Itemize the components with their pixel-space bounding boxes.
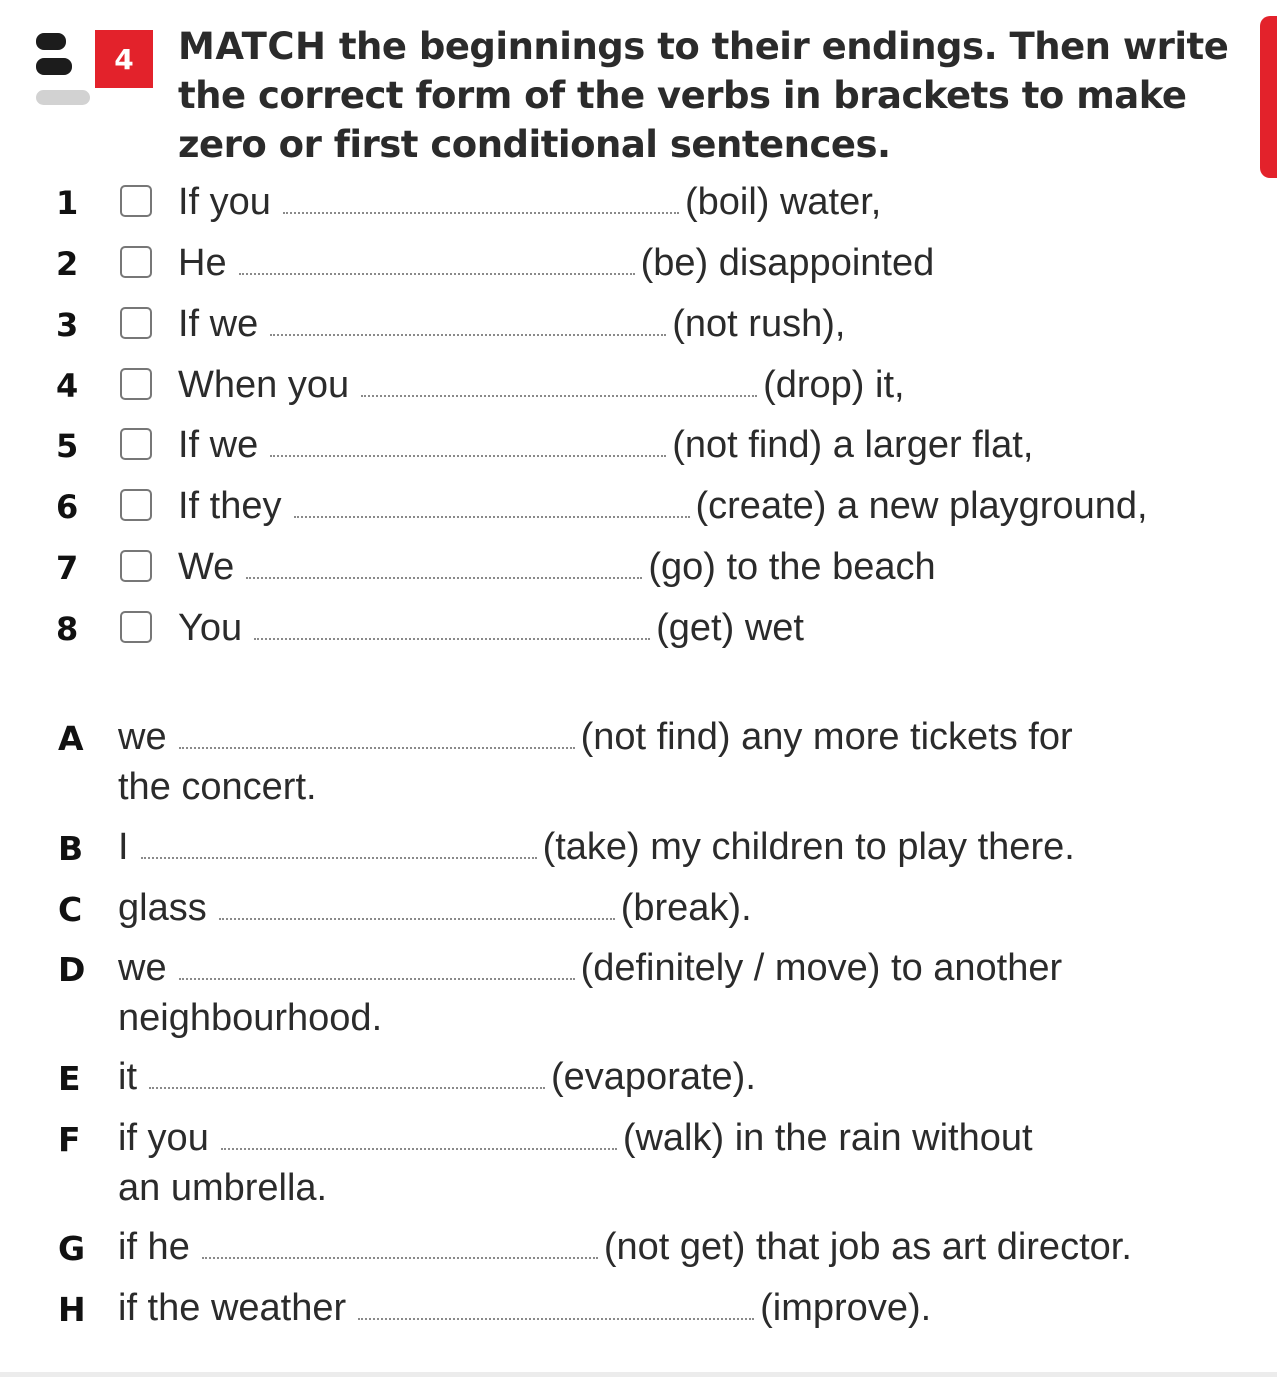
beginning-text: You: [178, 607, 243, 649]
answer-checkbox[interactable]: [120, 368, 152, 400]
ending-text: if you: [118, 1117, 209, 1159]
instruction-keyword: MATCH: [178, 25, 327, 68]
item-letter: E: [58, 1059, 81, 1098]
beginning-text: He: [178, 242, 227, 284]
answer-blank[interactable]: [270, 304, 666, 336]
verb-prompt: (drop) it,: [763, 364, 905, 406]
ending-text: glass: [118, 887, 207, 929]
beginning-text: We: [178, 546, 235, 588]
answer-blank[interactable]: [361, 365, 757, 397]
answer-checkbox[interactable]: [120, 428, 152, 460]
ending-text: we: [118, 716, 167, 758]
item-number: 6: [56, 488, 79, 526]
item-number: 8: [56, 610, 79, 648]
item-number: 3: [56, 306, 79, 344]
verb-prompt: (boil) water,: [684, 181, 882, 223]
beginning-text: If we: [178, 424, 259, 466]
beginning-item: [0, 545, 1277, 597]
beginning-item: [0, 363, 1277, 415]
verb-prompt: (evaporate).: [551, 1056, 756, 1098]
item-letter: C: [58, 890, 83, 929]
beginning-item: [0, 423, 1277, 475]
answer-checkbox[interactable]: [120, 307, 152, 339]
ending-item: [0, 1286, 1277, 1338]
ending-continuation: the concert.: [118, 766, 317, 808]
item-letter: D: [58, 950, 86, 989]
item-letter: F: [58, 1120, 81, 1159]
item-number: 7: [56, 549, 79, 587]
ending-item: [0, 946, 1277, 998]
beginning-text: When you: [178, 364, 350, 406]
level-indicator-bar: [36, 90, 90, 105]
answer-blank[interactable]: [270, 425, 666, 457]
answer-blank[interactable]: [141, 827, 537, 859]
item-number: 4: [56, 367, 79, 405]
beginning-text: If we: [178, 303, 259, 345]
instruction-text: the beginnings to their endings. Then write the correct form of the verbs in brackets to make zero or first conditional sentences.: [178, 25, 1229, 166]
ending-text: I: [118, 826, 129, 868]
exercise-instruction: [178, 22, 1238, 169]
level-indicator-bar: [36, 58, 72, 75]
beginning-text: If you: [178, 181, 271, 223]
item-letter: H: [58, 1290, 86, 1329]
item-number: 1: [56, 184, 79, 222]
verb-prompt: (walk) in the rain without: [622, 1117, 1033, 1159]
verb-prompt: (create) a new playground,: [695, 485, 1148, 527]
answer-blank[interactable]: [179, 948, 575, 980]
page-bottom-edge: [0, 1372, 1277, 1377]
answer-blank[interactable]: [202, 1227, 598, 1259]
verb-prompt: (not rush),: [672, 303, 846, 345]
answer-blank[interactable]: [221, 1118, 617, 1150]
answer-blank[interactable]: [246, 547, 642, 579]
ending-text: if he: [118, 1226, 190, 1268]
ending-continuation: an umbrella.: [118, 1167, 328, 1209]
beginning-item: [0, 606, 1277, 658]
answer-blank[interactable]: [149, 1057, 545, 1089]
level-indicator-bar: [36, 33, 66, 50]
beginning-item: [0, 484, 1277, 536]
answer-blank[interactable]: [283, 182, 679, 214]
ending-text: it: [118, 1056, 137, 1098]
answer-blank[interactable]: [239, 243, 635, 275]
item-number: 2: [56, 245, 79, 283]
verb-prompt: (get) wet: [656, 607, 804, 649]
answer-checkbox[interactable]: [120, 611, 152, 643]
answer-blank[interactable]: [179, 717, 575, 749]
exercise-number-badge: 4: [95, 30, 153, 88]
beginning-item: [0, 180, 1277, 232]
answer-checkbox[interactable]: [120, 185, 152, 217]
answer-checkbox[interactable]: [120, 550, 152, 582]
verb-prompt: (not find) a larger flat,: [672, 424, 1034, 466]
ending-item: [0, 715, 1277, 767]
ending-item: [0, 825, 1277, 877]
ending-item: [0, 1225, 1277, 1277]
ending-text: we: [118, 947, 167, 989]
item-letter: A: [58, 719, 84, 758]
verb-prompt: (break).: [620, 887, 752, 929]
beginning-item: [0, 302, 1277, 354]
beginning-item: [0, 241, 1277, 293]
page-edge-tab: [1260, 16, 1277, 178]
item-letter: B: [58, 829, 84, 868]
ending-item: [0, 1116, 1277, 1168]
answer-blank[interactable]: [294, 486, 690, 518]
answer-blank[interactable]: [358, 1288, 754, 1320]
verb-prompt: (take) my children to play there.: [542, 826, 1075, 868]
verb-prompt: (improve).: [760, 1287, 932, 1329]
verb-prompt: (go) to the beach: [648, 546, 936, 588]
answer-blank[interactable]: [254, 608, 650, 640]
verb-prompt: (definitely / move) to another: [580, 947, 1063, 989]
ending-continuation: neighbourhood.: [118, 997, 383, 1039]
verb-prompt: (not get) that job as art director.: [603, 1226, 1132, 1268]
item-letter: G: [58, 1229, 86, 1268]
answer-checkbox[interactable]: [120, 489, 152, 521]
answer-checkbox[interactable]: [120, 246, 152, 278]
item-number: 5: [56, 427, 79, 465]
answer-blank[interactable]: [219, 888, 615, 920]
ending-item: [0, 886, 1277, 938]
ending-text: if the weather: [118, 1287, 347, 1329]
verb-prompt: (not find) any more tickets for: [580, 716, 1073, 758]
verb-prompt: (be) disappointed: [640, 242, 935, 284]
ending-item: [0, 1055, 1277, 1107]
beginning-text: If they: [178, 485, 282, 527]
